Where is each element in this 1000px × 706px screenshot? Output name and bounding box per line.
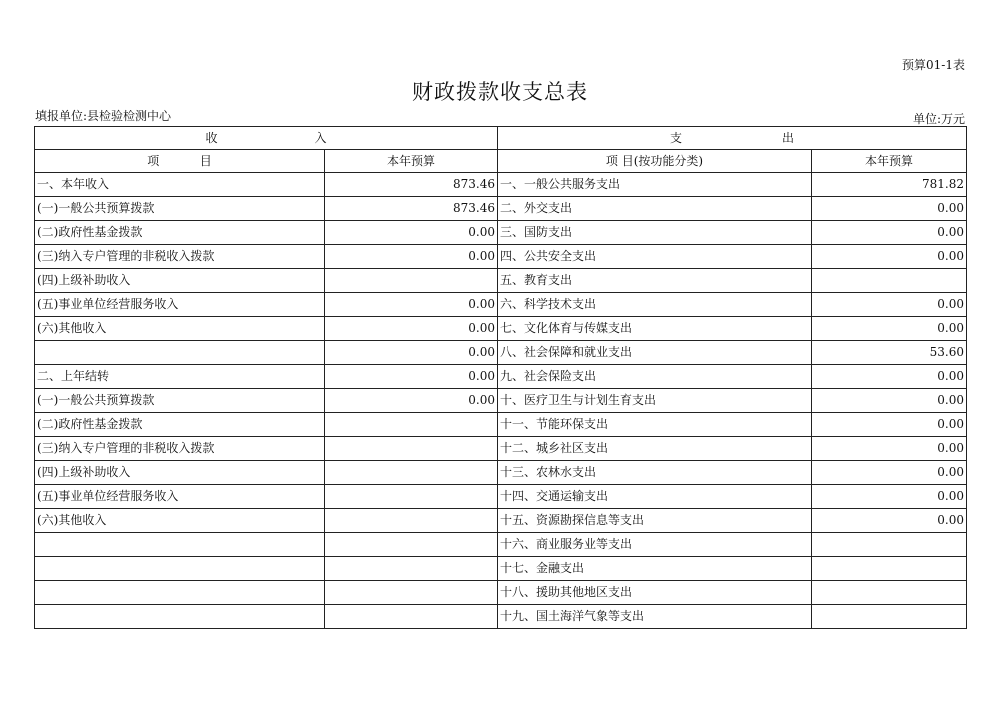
expense-item-cell: 二、外交支出 — [498, 197, 812, 221]
expense-item-cell: 九、社会保险支出 — [498, 365, 812, 389]
expense-item-cell: 五、教育支出 — [498, 269, 812, 293]
income-value-cell: 0.00 — [325, 365, 498, 389]
table-body — [35, 173, 967, 629]
table-row — [35, 461, 967, 485]
income-budget-column-header: 本年预算 — [325, 150, 498, 173]
expense-section-header — [498, 127, 967, 150]
table-row — [35, 317, 967, 341]
income-value-cell — [325, 509, 498, 533]
income-item-header-char: 目 — [199, 154, 212, 168]
section-header-row — [35, 127, 967, 150]
expense-header-char: 出 — [781, 131, 794, 145]
expense-value-cell — [812, 557, 967, 581]
income-section-header — [35, 127, 498, 150]
expense-value-cell: 0.00 — [812, 245, 967, 269]
expense-item-cell: 十三、农林水支出 — [498, 461, 812, 485]
table-row — [35, 437, 967, 461]
expense-value-cell — [812, 581, 967, 605]
expense-item-cell: 六、科学技术支出 — [498, 293, 812, 317]
table-row — [35, 389, 967, 413]
expense-item-cell: 十七、金融支出 — [498, 557, 812, 581]
income-value-cell: 0.00 — [325, 221, 498, 245]
expense-value-cell: 53.60 — [812, 341, 967, 365]
expense-value-cell: 0.00 — [812, 461, 967, 485]
income-item-cell: (六)其他收入 — [35, 509, 325, 533]
table-row — [35, 197, 967, 221]
income-item-cell: (二)政府性基金拨款 — [35, 413, 325, 437]
income-value-cell — [325, 557, 498, 581]
expense-value-cell: 0.00 — [812, 437, 967, 461]
income-value-cell — [325, 461, 498, 485]
income-header-char: 入 — [314, 131, 327, 145]
expense-budget-column-header: 本年预算 — [812, 150, 967, 173]
income-value-cell — [325, 485, 498, 509]
expense-item-cell: 十、医疗卫生与计划生育支出 — [498, 389, 812, 413]
income-value-cell: 0.00 — [325, 317, 498, 341]
expense-item-cell: 十六、商业服务业等支出 — [498, 533, 812, 557]
expense-item-cell: 三、国防支出 — [498, 221, 812, 245]
expense-value-cell — [812, 605, 967, 629]
income-header-char: 收 — [205, 131, 218, 145]
expense-item-cell: 十二、城乡社区支出 — [498, 437, 812, 461]
expense-item-cell: 十九、国土海洋气象等支出 — [498, 605, 812, 629]
income-value-cell — [325, 437, 498, 461]
income-item-cell: (二)政府性基金拨款 — [35, 221, 325, 245]
income-item-cell: (四)上级补助收入 — [35, 269, 325, 293]
income-item-cell: (五)事业单位经营服务收入 — [35, 293, 325, 317]
reporting-unit: 填报单位:县检验检测中心 — [35, 109, 172, 123]
table-row — [35, 485, 967, 509]
table-row — [35, 581, 967, 605]
income-item-cell: (一)一般公共预算拨款 — [35, 197, 325, 221]
currency-unit: 单位:万元 — [912, 112, 965, 126]
income-item-cell — [35, 605, 325, 629]
form-code: 预算01-1表 — [902, 58, 965, 72]
expense-item-cell: 一、一般公共服务支出 — [498, 173, 812, 197]
table-row — [35, 413, 967, 437]
expense-value-cell: 0.00 — [812, 221, 967, 245]
table-row — [35, 365, 967, 389]
income-item-cell — [35, 557, 325, 581]
expense-value-cell: 0.00 — [812, 413, 967, 437]
table-row — [35, 341, 967, 365]
income-value-cell — [325, 413, 498, 437]
income-value-cell — [325, 269, 498, 293]
income-item-cell: (一)一般公共预算拨款 — [35, 389, 325, 413]
income-value-cell — [325, 581, 498, 605]
table-row — [35, 293, 967, 317]
income-item-header-char: 项 — [147, 154, 160, 168]
income-value-cell: 0.00 — [325, 293, 498, 317]
income-item-cell — [35, 533, 325, 557]
expense-item-cell: 十一、节能环保支出 — [498, 413, 812, 437]
expense-value-cell: 781.82 — [812, 173, 967, 197]
income-item-cell — [35, 581, 325, 605]
income-item-cell: (三)纳入专户管理的非税收入拨款 — [35, 245, 325, 269]
income-item-cell: (五)事业单位经营服务收入 — [35, 485, 325, 509]
column-header-row — [35, 150, 967, 173]
income-item-cell — [35, 341, 325, 365]
income-value-cell: 873.46 — [325, 197, 498, 221]
income-value-cell: 0.00 — [325, 245, 498, 269]
income-item-cell: 一、本年收入 — [35, 173, 325, 197]
income-item-cell: (三)纳入专户管理的非税收入拨款 — [35, 437, 325, 461]
expense-item-cell: 十八、援助其他地区支出 — [498, 581, 812, 605]
expense-item-cell: 四、公共安全支出 — [498, 245, 812, 269]
expense-item-cell: 十四、交通运输支出 — [498, 485, 812, 509]
table-row — [35, 605, 967, 629]
income-value-cell: 0.00 — [325, 341, 498, 365]
income-item-cell: 二、上年结转 — [35, 365, 325, 389]
expense-value-cell: 0.00 — [812, 485, 967, 509]
income-value-cell: 873.46 — [325, 173, 498, 197]
expense-value-cell: 0.00 — [812, 365, 967, 389]
expense-value-cell — [812, 533, 967, 557]
income-item-cell: (四)上级补助收入 — [35, 461, 325, 485]
table-row — [35, 269, 967, 293]
expense-value-cell: 0.00 — [812, 509, 967, 533]
expense-item-cell: 十五、资源勘探信息等支出 — [498, 509, 812, 533]
budget-summary-table — [34, 126, 967, 629]
income-value-cell: 0.00 — [325, 389, 498, 413]
page-title: 财政拨款收支总表 — [412, 80, 588, 104]
expense-value-cell: 0.00 — [812, 317, 967, 341]
income-value-cell — [325, 533, 498, 557]
expense-item-cell: 七、文化体育与传媒支出 — [498, 317, 812, 341]
expense-value-cell: 0.00 — [812, 389, 967, 413]
expense-item-cell: 八、社会保障和就业支出 — [498, 341, 812, 365]
expense-value-cell: 0.00 — [812, 293, 967, 317]
table-row — [35, 173, 967, 197]
table-row — [35, 245, 967, 269]
expense-header-char: 支 — [669, 131, 682, 145]
table-row — [35, 509, 967, 533]
table-row — [35, 533, 967, 557]
expense-value-cell: 0.00 — [812, 197, 967, 221]
income-item-column-header — [35, 150, 325, 173]
income-item-cell: (六)其他收入 — [35, 317, 325, 341]
table-row — [35, 221, 967, 245]
income-value-cell — [325, 605, 498, 629]
expense-value-cell — [812, 269, 967, 293]
table-row — [35, 557, 967, 581]
expense-item-column-header: 项 目(按功能分类) — [498, 150, 812, 173]
